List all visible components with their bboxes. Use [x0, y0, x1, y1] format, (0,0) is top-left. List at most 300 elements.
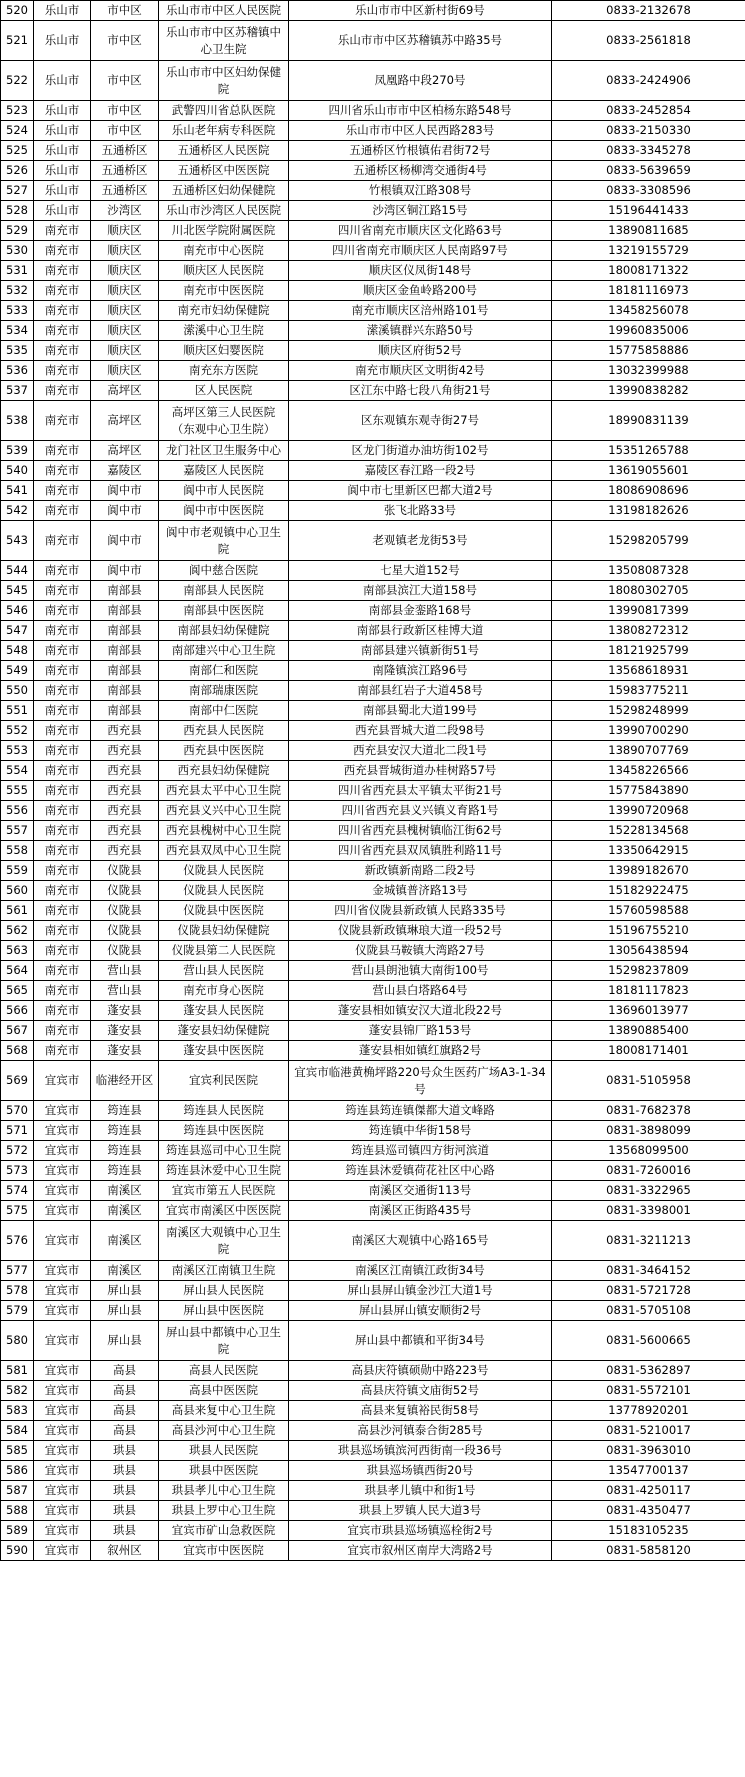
city-cell: 宜宾市 [34, 1441, 91, 1460]
hospital-name-cell: 南溪区江南镇卫生院 [159, 1261, 289, 1280]
table-row [1, 1041, 745, 1061]
address-cell: 金城镇普济路13号 [289, 881, 552, 900]
row-number: 577 [1, 1261, 34, 1280]
phone-cell: 15183105235 [552, 1521, 745, 1540]
city-cell: 南充市 [34, 341, 91, 360]
address-cell: 七星大道152号 [289, 561, 552, 580]
table-row [1, 921, 745, 941]
phone-cell: 0831-5705108 [552, 1301, 745, 1320]
district-cell: 蓬安县 [91, 1041, 159, 1060]
hospital-name-cell: 南部建兴中心卫生院 [159, 641, 289, 660]
hospital-name-cell: 珙县孝儿中心卫生院 [159, 1481, 289, 1500]
address-cell: 顺庆区仪凤街148号 [289, 261, 552, 280]
city-cell: 宜宾市 [34, 1301, 91, 1320]
table-row [1, 1361, 745, 1381]
row-number: 525 [1, 141, 34, 160]
city-cell: 宜宾市 [34, 1061, 91, 1100]
city-cell: 南充市 [34, 481, 91, 500]
table-row [1, 1541, 745, 1561]
phone-cell: 15298237809 [552, 961, 745, 980]
city-cell: 乐山市 [34, 141, 91, 160]
phone-cell: 0833-2452854 [552, 101, 745, 120]
district-cell: 顺庆区 [91, 301, 159, 320]
hospital-name-cell: 高县中医医院 [159, 1381, 289, 1400]
hospital-name-cell: 筠连县巡司中心卫生院 [159, 1141, 289, 1160]
district-cell: 高县 [91, 1381, 159, 1400]
row-number: 561 [1, 901, 34, 920]
address-cell: 潆溪镇群兴东路50号 [289, 321, 552, 340]
city-cell: 南充市 [34, 441, 91, 460]
row-number: 547 [1, 621, 34, 640]
hospital-name-cell: 屏山县中医医院 [159, 1301, 289, 1320]
hospital-name-cell: 高县人民医院 [159, 1361, 289, 1380]
phone-cell: 15983775211 [552, 681, 745, 700]
table-row [1, 1501, 745, 1521]
row-number: 533 [1, 301, 34, 320]
district-cell: 西充县 [91, 741, 159, 760]
phone-cell: 15775858886 [552, 341, 745, 360]
hospital-name-cell: 西充县双凤中心卫生院 [159, 841, 289, 860]
district-cell: 仪陇县 [91, 921, 159, 940]
phone-cell: 0831-5721728 [552, 1281, 745, 1300]
address-cell: 筠连县筠连镇傑都大道文峰路 [289, 1101, 552, 1120]
district-cell: 西充县 [91, 821, 159, 840]
table-row [1, 241, 745, 261]
row-number: 524 [1, 121, 34, 140]
phone-cell: 15775843890 [552, 781, 745, 800]
table-row [1, 261, 745, 281]
table-row [1, 141, 745, 161]
address-cell: 顺庆区府街52号 [289, 341, 552, 360]
row-number: 548 [1, 641, 34, 660]
address-cell: 宜宾市叙州区南岸大湾路2号 [289, 1541, 552, 1560]
table-row [1, 641, 745, 661]
table-row [1, 341, 745, 361]
address-cell: 四川省仪陇县新政镇人民路335号 [289, 901, 552, 920]
row-number: 553 [1, 741, 34, 760]
address-cell: 四川省西充县双凤镇胜利路11号 [289, 841, 552, 860]
table-row [1, 701, 745, 721]
hospital-name-cell: 南部中仁医院 [159, 701, 289, 720]
hospital-name-cell: 乐山市市中区妇幼保健院 [159, 61, 289, 100]
row-number: 567 [1, 1021, 34, 1040]
row-number: 526 [1, 161, 34, 180]
address-cell: 南部县金銮路168号 [289, 601, 552, 620]
hospital-name-cell: 珙县人民医院 [159, 1441, 289, 1460]
district-cell: 五通桥区 [91, 181, 159, 200]
table-row [1, 461, 745, 481]
table-row [1, 1141, 745, 1161]
city-cell: 南充市 [34, 841, 91, 860]
city-cell: 南充市 [34, 761, 91, 780]
address-cell: 宜宾市临港黄桷坪路220号众生医药广场A3-1-34号 [289, 1061, 552, 1100]
address-cell: 屏山县屏山镇金沙江大道1号 [289, 1281, 552, 1300]
row-number: 521 [1, 21, 34, 60]
hospital-name-cell: 高县沙河中心卫生院 [159, 1421, 289, 1440]
district-cell: 仪陇县 [91, 901, 159, 920]
table-row [1, 1481, 745, 1501]
phone-cell: 13056438594 [552, 941, 745, 960]
phone-cell: 0831-4250117 [552, 1481, 745, 1500]
row-number: 527 [1, 181, 34, 200]
address-cell: 珙县孝儿镇中和街1号 [289, 1481, 552, 1500]
phone-cell: 13032399988 [552, 361, 745, 380]
table-row [1, 881, 745, 901]
hospital-name-cell: 蓬安县中医医院 [159, 1041, 289, 1060]
city-cell: 南充市 [34, 781, 91, 800]
address-cell: 南溪区正街路435号 [289, 1201, 552, 1220]
hospital-name-cell: 武警四川省总队医院 [159, 101, 289, 120]
district-cell: 叙州区 [91, 1541, 159, 1560]
hospital-name-cell: 南充市身心医院 [159, 981, 289, 1000]
table-row [1, 781, 745, 801]
table-row [1, 1381, 745, 1401]
row-number: 558 [1, 841, 34, 860]
table-row [1, 941, 745, 961]
address-cell: 营山县朗池镇大南街100号 [289, 961, 552, 980]
district-cell: 阆中市 [91, 521, 159, 560]
hospital-name-cell: 南充东方医院 [159, 361, 289, 380]
city-cell: 南充市 [34, 1041, 91, 1060]
city-cell: 宜宾市 [34, 1101, 91, 1120]
district-cell: 西充县 [91, 801, 159, 820]
address-cell: 屏山县中都镇和平街34号 [289, 1321, 552, 1360]
hospital-name-cell: 西充县中医医院 [159, 741, 289, 760]
row-number: 536 [1, 361, 34, 380]
city-cell: 南充市 [34, 221, 91, 240]
city-cell: 南充市 [34, 821, 91, 840]
district-cell: 仪陇县 [91, 941, 159, 960]
city-cell: 宜宾市 [34, 1221, 91, 1260]
hospital-name-cell: 南部县妇幼保健院 [159, 621, 289, 640]
district-cell: 顺庆区 [91, 321, 159, 340]
phone-cell: 0831-4350477 [552, 1501, 745, 1520]
table-row [1, 201, 745, 221]
table-row [1, 301, 745, 321]
phone-cell: 18121925799 [552, 641, 745, 660]
district-cell: 沙湾区 [91, 201, 159, 220]
row-number: 571 [1, 1121, 34, 1140]
district-cell: 市中区 [91, 121, 159, 140]
hospital-name-cell: 区人民医院 [159, 381, 289, 400]
table-row [1, 281, 745, 301]
district-cell: 阆中市 [91, 501, 159, 520]
phone-cell: 13198182626 [552, 501, 745, 520]
district-cell: 蓬安县 [91, 1001, 159, 1020]
address-cell: 屏山县屏山镇安顺街2号 [289, 1301, 552, 1320]
row-number: 544 [1, 561, 34, 580]
address-cell: 南充市顺庆区文明街42号 [289, 361, 552, 380]
phone-cell: 0831-5572101 [552, 1381, 745, 1400]
district-cell: 南部县 [91, 701, 159, 720]
district-cell: 筠连县 [91, 1121, 159, 1140]
hospital-name-cell: 顺庆区人民医院 [159, 261, 289, 280]
table-row [1, 1281, 745, 1301]
address-cell: 营山县白塔路64号 [289, 981, 552, 1000]
phone-cell: 13808272312 [552, 621, 745, 640]
hospital-name-cell: 阆中市中医医院 [159, 501, 289, 520]
district-cell: 临港经开区 [91, 1061, 159, 1100]
address-cell: 南溪区大观镇中心路165号 [289, 1221, 552, 1260]
table-row [1, 361, 745, 381]
district-cell: 珙县 [91, 1501, 159, 1520]
hospital-name-cell: 高县来复中心卫生院 [159, 1401, 289, 1420]
hospital-name-cell: 仪陇县第二人民医院 [159, 941, 289, 960]
address-cell: 四川省西充县槐树镇临江街62号 [289, 821, 552, 840]
phone-cell: 0831-5210017 [552, 1421, 745, 1440]
table-row [1, 101, 745, 121]
city-cell: 南充市 [34, 581, 91, 600]
row-number: 564 [1, 961, 34, 980]
district-cell: 顺庆区 [91, 341, 159, 360]
address-cell: 区江东中路七段八角街21号 [289, 381, 552, 400]
row-number: 540 [1, 461, 34, 480]
hospital-name-cell: 阆中慈合医院 [159, 561, 289, 580]
phone-cell: 0831-5858120 [552, 1541, 745, 1560]
table-row [1, 61, 745, 101]
district-cell: 南溪区 [91, 1221, 159, 1260]
city-cell: 宜宾市 [34, 1121, 91, 1140]
row-number: 572 [1, 1141, 34, 1160]
table-row [1, 901, 745, 921]
address-cell: 珙县上罗镇人民大道3号 [289, 1501, 552, 1520]
row-number: 581 [1, 1361, 34, 1380]
table-row [1, 1, 745, 21]
city-cell: 宜宾市 [34, 1141, 91, 1160]
row-number: 588 [1, 1501, 34, 1520]
hospital-name-cell: 仪陇县人民医院 [159, 881, 289, 900]
hospital-name-cell: 西充县槐树中心卫生院 [159, 821, 289, 840]
phone-cell: 0833-2424906 [552, 61, 745, 100]
phone-cell: 13890707769 [552, 741, 745, 760]
hospital-name-cell: 南溪区大观镇中心卫生院 [159, 1221, 289, 1260]
table-row [1, 221, 745, 241]
address-cell: 张飞北路33号 [289, 501, 552, 520]
address-cell: 新政镇新南路二段2号 [289, 861, 552, 880]
city-cell: 宜宾市 [34, 1161, 91, 1180]
table-row [1, 521, 745, 561]
phone-cell: 0831-5600665 [552, 1321, 745, 1360]
district-cell: 顺庆区 [91, 221, 159, 240]
district-cell: 筠连县 [91, 1141, 159, 1160]
city-cell: 宜宾市 [34, 1481, 91, 1500]
city-cell: 南充市 [34, 401, 91, 440]
city-cell: 乐山市 [34, 101, 91, 120]
phone-cell: 13547700137 [552, 1461, 745, 1480]
address-cell: 珙县巡场镇滨河西街南一段36号 [289, 1441, 552, 1460]
table-row [1, 661, 745, 681]
phone-cell: 13989182670 [552, 861, 745, 880]
address-cell: 四川省南充市顺庆区文化路63号 [289, 221, 552, 240]
table-row [1, 861, 745, 881]
table-row [1, 1521, 745, 1541]
table-row [1, 801, 745, 821]
city-cell: 南充市 [34, 521, 91, 560]
hospital-name-cell: 南充市妇幼保健院 [159, 301, 289, 320]
table-row [1, 401, 745, 441]
city-cell: 南充市 [34, 281, 91, 300]
table-row [1, 961, 745, 981]
district-cell: 高县 [91, 1361, 159, 1380]
city-cell: 宜宾市 [34, 1361, 91, 1380]
table-row [1, 1061, 745, 1101]
hospital-name-cell: 南部仁和医院 [159, 661, 289, 680]
city-cell: 南充市 [34, 721, 91, 740]
district-cell: 市中区 [91, 21, 159, 60]
phone-cell: 0833-2561818 [552, 21, 745, 60]
address-cell: 蓬安县相如镇安汉大道北段22号 [289, 1001, 552, 1020]
district-cell: 顺庆区 [91, 261, 159, 280]
hospital-name-cell: 珙县上罗中心卫生院 [159, 1501, 289, 1520]
city-cell: 南充市 [34, 961, 91, 980]
address-cell: 沙湾区铜江路15号 [289, 201, 552, 220]
address-cell: 四川省南充市顺庆区人民南路97号 [289, 241, 552, 260]
hospital-name-cell: 宜宾市中医医院 [159, 1541, 289, 1560]
district-cell: 南部县 [91, 581, 159, 600]
row-number: 538 [1, 401, 34, 440]
address-cell: 仪陇县新政镇琳琅大道一段52号 [289, 921, 552, 940]
hospital-name-cell: 营山县人民医院 [159, 961, 289, 980]
address-cell: 顺庆区金鱼岭路200号 [289, 281, 552, 300]
address-cell: 南部县滨江大道158号 [289, 581, 552, 600]
hospital-name-cell: 屏山县中都镇中心卫生院 [159, 1321, 289, 1360]
hospital-name-cell: 乐山老年病专科医院 [159, 121, 289, 140]
city-cell: 宜宾市 [34, 1181, 91, 1200]
table-row [1, 1001, 745, 1021]
row-number: 552 [1, 721, 34, 740]
address-cell: 南溪区江南镇江政街34号 [289, 1261, 552, 1280]
district-cell: 南部县 [91, 661, 159, 680]
table-row [1, 741, 745, 761]
district-cell: 嘉陵区 [91, 461, 159, 480]
city-cell: 乐山市 [34, 121, 91, 140]
district-cell: 顺庆区 [91, 281, 159, 300]
hospital-name-cell: 宜宾市矿山急救医院 [159, 1521, 289, 1540]
district-cell: 屏山县 [91, 1321, 159, 1360]
address-cell: 嘉陵区春江路一段2号 [289, 461, 552, 480]
hospital-name-cell: 珙县中医医院 [159, 1461, 289, 1480]
district-cell: 南部县 [91, 621, 159, 640]
city-cell: 宜宾市 [34, 1421, 91, 1440]
phone-cell: 0833-2132678 [552, 1, 745, 20]
table-row [1, 601, 745, 621]
city-cell: 南充市 [34, 601, 91, 620]
district-cell: 蓬安县 [91, 1021, 159, 1040]
row-number: 565 [1, 981, 34, 1000]
address-cell: 竹根镇双江路308号 [289, 181, 552, 200]
hospital-name-cell: 屏山县人民医院 [159, 1281, 289, 1300]
phone-cell: 13508087328 [552, 561, 745, 580]
address-cell: 四川省西充县太平镇太平街21号 [289, 781, 552, 800]
city-cell: 乐山市 [34, 21, 91, 60]
address-cell: 南部县红岩子大道458号 [289, 681, 552, 700]
phone-cell: 13890811685 [552, 221, 745, 240]
table-row [1, 1461, 745, 1481]
hospital-name-cell: 蓬安县妇幼保健院 [159, 1021, 289, 1040]
table-row [1, 581, 745, 601]
address-cell: 高县来复镇裕民街58号 [289, 1401, 552, 1420]
phone-cell: 13568618931 [552, 661, 745, 680]
district-cell: 阆中市 [91, 561, 159, 580]
hospital-name-cell: 宜宾利民医院 [159, 1061, 289, 1100]
hospital-name-cell: 宜宾市南溪区中医医院 [159, 1201, 289, 1220]
city-cell: 南充市 [34, 1021, 91, 1040]
district-cell: 营山县 [91, 961, 159, 980]
district-cell: 仪陇县 [91, 861, 159, 880]
address-cell: 筠连县沐爱镇荷花社区中心路 [289, 1161, 552, 1180]
address-cell: 南部县蜀北大道199号 [289, 701, 552, 720]
address-cell: 南部县建兴镇新街51号 [289, 641, 552, 660]
hospital-name-cell: 龙门社区卫生服务中心 [159, 441, 289, 460]
hospital-name-cell: 嘉陵区人民医院 [159, 461, 289, 480]
address-cell: 高县沙河镇泰合街285号 [289, 1421, 552, 1440]
district-cell: 筠连县 [91, 1101, 159, 1120]
hospital-name-cell: 宜宾市第五人民医院 [159, 1181, 289, 1200]
phone-cell: 0831-3322965 [552, 1181, 745, 1200]
address-cell: 仪陇县马鞍镇大湾路27号 [289, 941, 552, 960]
row-number: 554 [1, 761, 34, 780]
address-cell: 蓬安县相如镇红旗路2号 [289, 1041, 552, 1060]
district-cell: 市中区 [91, 61, 159, 100]
district-cell: 市中区 [91, 1, 159, 20]
phone-cell: 0833-2150330 [552, 121, 745, 140]
district-cell: 南溪区 [91, 1261, 159, 1280]
row-number: 590 [1, 1541, 34, 1560]
district-cell: 仪陇县 [91, 881, 159, 900]
row-number: 549 [1, 661, 34, 680]
city-cell: 乐山市 [34, 161, 91, 180]
city-cell: 南充市 [34, 381, 91, 400]
phone-cell: 13219155729 [552, 241, 745, 260]
hospital-name-cell: 筠连县中医医院 [159, 1121, 289, 1140]
city-cell: 南充市 [34, 301, 91, 320]
phone-cell: 18181117823 [552, 981, 745, 1000]
table-row [1, 161, 745, 181]
phone-cell: 0831-5105958 [552, 1061, 745, 1100]
phone-cell: 0833-3308596 [552, 181, 745, 200]
row-number: 559 [1, 861, 34, 880]
table-row [1, 1261, 745, 1281]
row-number: 532 [1, 281, 34, 300]
address-cell: 蓬安县锦厂路153号 [289, 1021, 552, 1040]
row-number: 550 [1, 681, 34, 700]
hospital-name-cell: 筠连县沐爱中心卫生院 [159, 1161, 289, 1180]
address-cell: 南充市顺庆区涪州路101号 [289, 301, 552, 320]
address-cell: 阆中市七里新区巴都大道2号 [289, 481, 552, 500]
hospital-name-cell: 阆中市人民医院 [159, 481, 289, 500]
phone-cell: 15196755210 [552, 921, 745, 940]
city-cell: 宜宾市 [34, 1501, 91, 1520]
district-cell: 珙县 [91, 1521, 159, 1540]
hospital-name-cell: 西充县义兴中心卫生院 [159, 801, 289, 820]
row-number: 584 [1, 1421, 34, 1440]
district-cell: 高县 [91, 1421, 159, 1440]
phone-cell: 13350642915 [552, 841, 745, 860]
phone-cell: 15760598588 [552, 901, 745, 920]
hospital-name-cell: 仪陇县人民医院 [159, 861, 289, 880]
row-number: 537 [1, 381, 34, 400]
district-cell: 顺庆区 [91, 361, 159, 380]
phone-cell: 0831-3464152 [552, 1261, 745, 1280]
row-number: 569 [1, 1061, 34, 1100]
district-cell: 屏山县 [91, 1281, 159, 1300]
district-cell: 西充县 [91, 721, 159, 740]
district-cell: 南部县 [91, 681, 159, 700]
table-row [1, 181, 745, 201]
address-cell: 乐山市市中区苏稽镇苏中路35号 [289, 21, 552, 60]
row-number: 531 [1, 261, 34, 280]
city-cell: 南充市 [34, 241, 91, 260]
